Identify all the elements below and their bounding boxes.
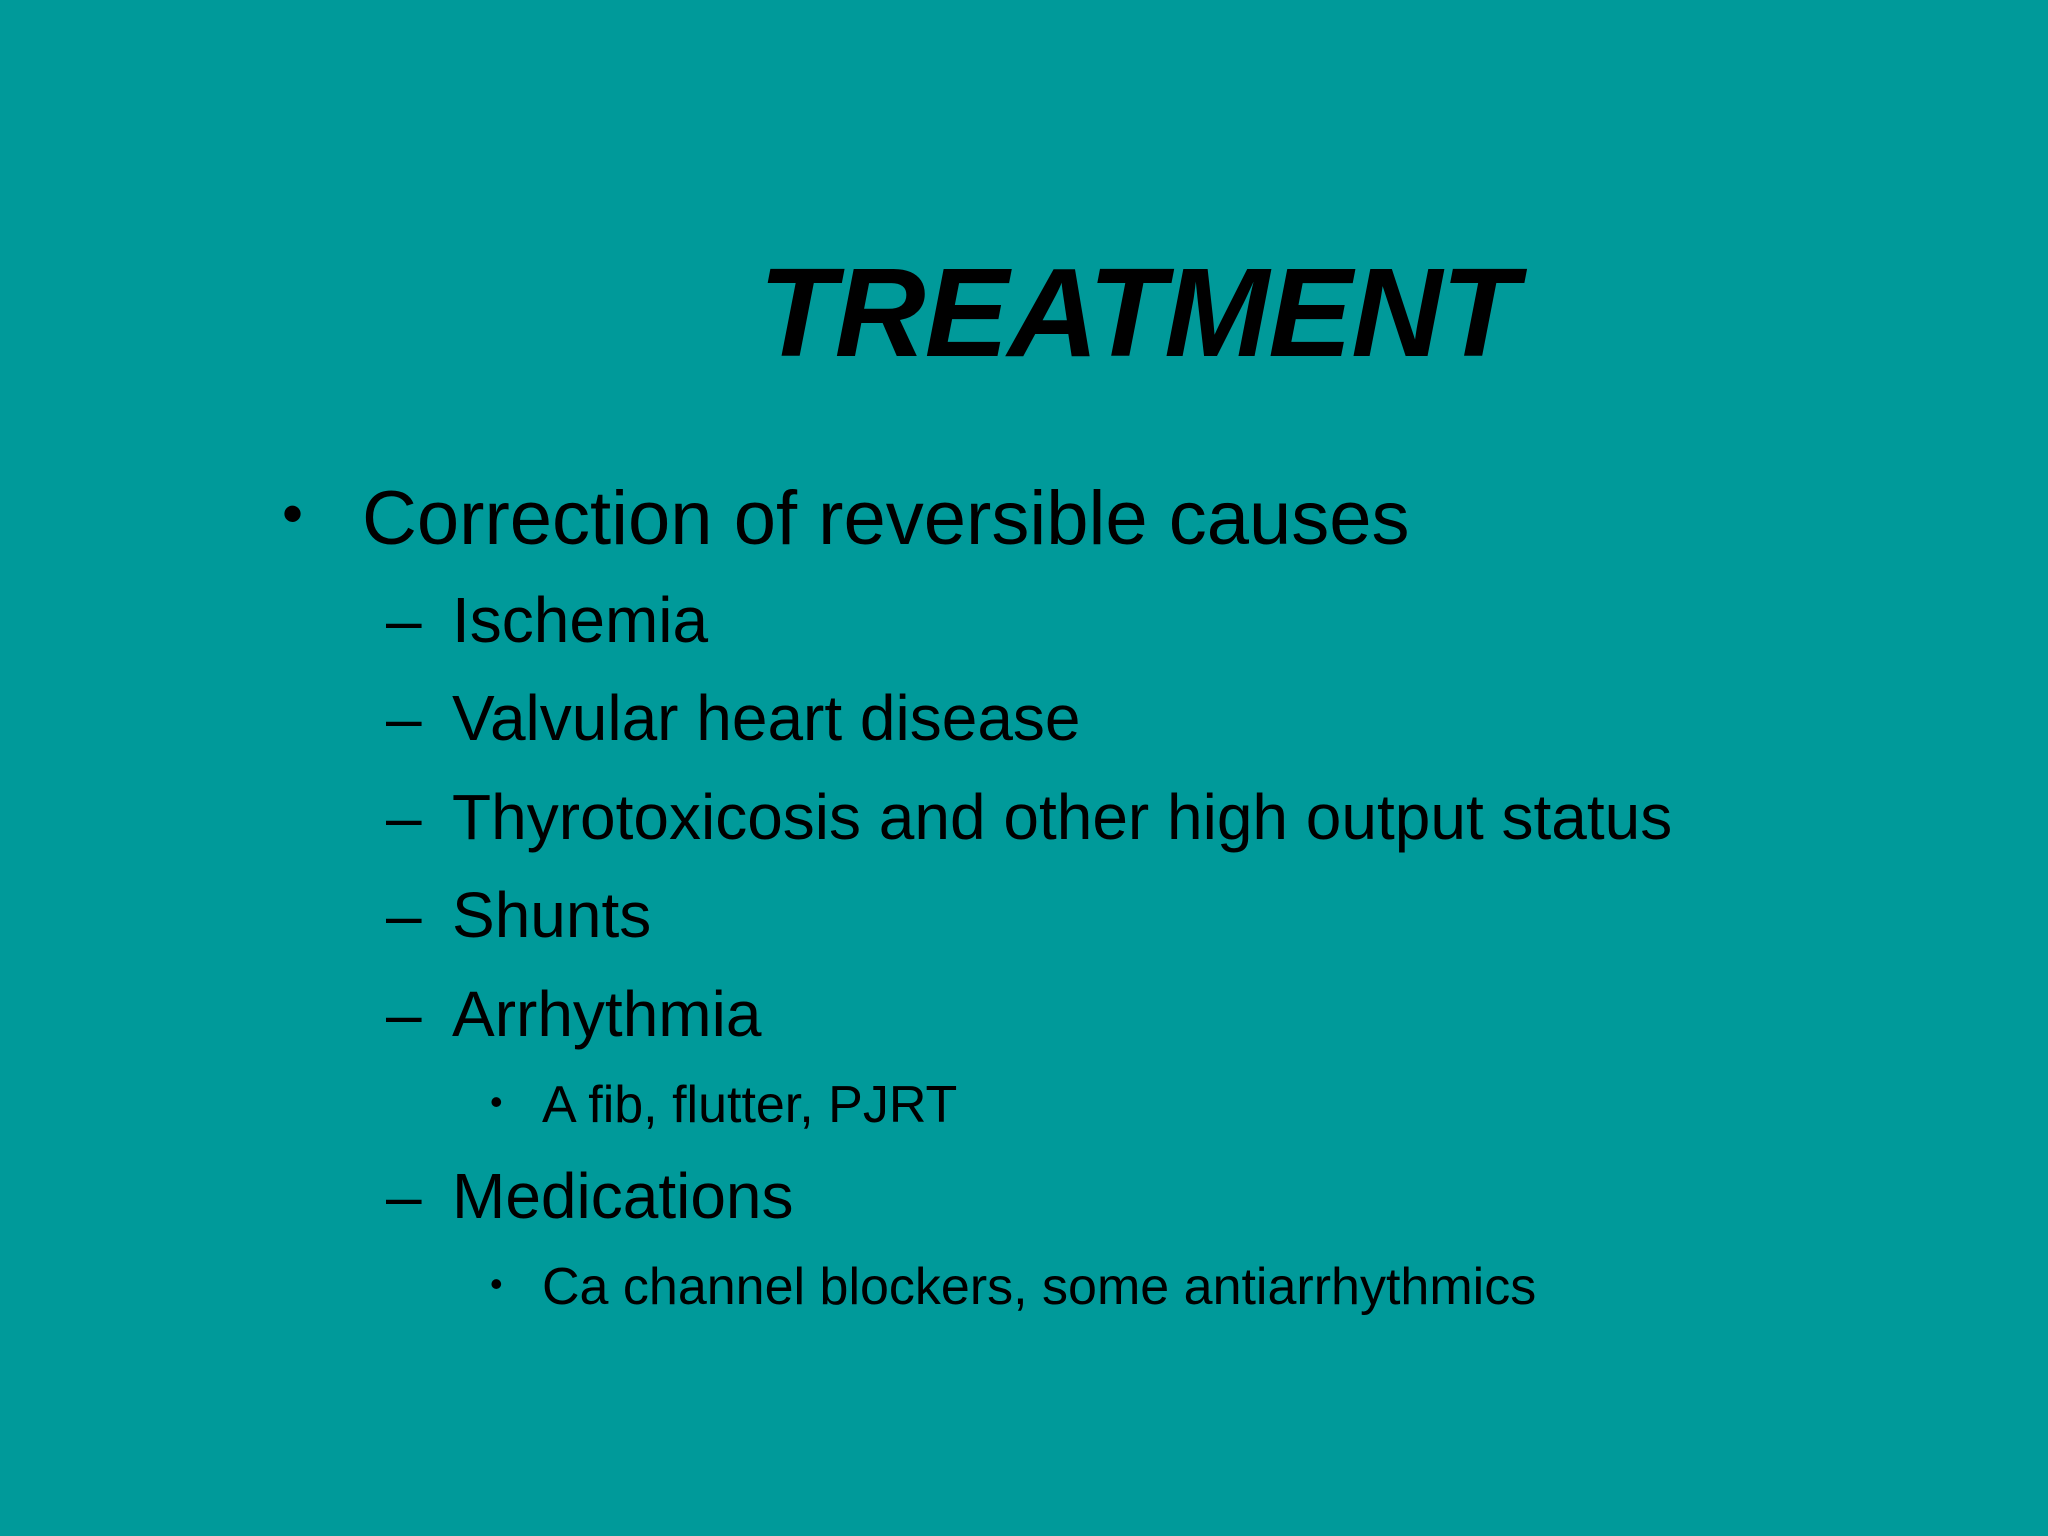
bullet-icon: • (490, 1263, 503, 1304)
sub-item-text: Medications (452, 1160, 794, 1232)
dash-icon: – (386, 879, 422, 951)
sub-item-text: Shunts (452, 879, 652, 951)
sub-item-ischemia (386, 582, 708, 658)
sub-item-text: Arrhythmia (452, 978, 762, 1050)
dash-icon: – (386, 978, 422, 1050)
sub-item-shunts (386, 877, 651, 953)
sub-sub-item-ca-channel (490, 1256, 1536, 1318)
sub-sub-item-text: Ca channel blockers, some antiarrhythmics (542, 1258, 1537, 1316)
bullet-text: Correction of reversible causes (362, 476, 1410, 561)
sub-item-text: Thyrotoxicosis and other high output status (452, 781, 1673, 853)
sub-sub-item-text: A fib, flutter, PJRT (542, 1076, 958, 1134)
dash-icon: – (386, 682, 422, 754)
sub-item-medications (386, 1158, 794, 1234)
bullet-icon: • (490, 1081, 503, 1122)
sub-item-thyrotoxicosis (386, 779, 1672, 855)
slide-title: TREATMENT (758, 242, 1518, 383)
sub-item-text: Valvular heart disease (452, 682, 1081, 754)
sub-item-text: Ischemia (452, 584, 709, 656)
dash-icon: – (386, 781, 422, 853)
sub-item-arrhythmia (386, 976, 761, 1052)
sub-item-valvular (386, 680, 1081, 756)
bullet-item-correction (282, 474, 1410, 564)
dash-icon: – (386, 1160, 422, 1232)
bullet-icon: • (282, 480, 304, 547)
sub-sub-item-afib (490, 1074, 957, 1136)
dash-icon: – (386, 584, 422, 656)
